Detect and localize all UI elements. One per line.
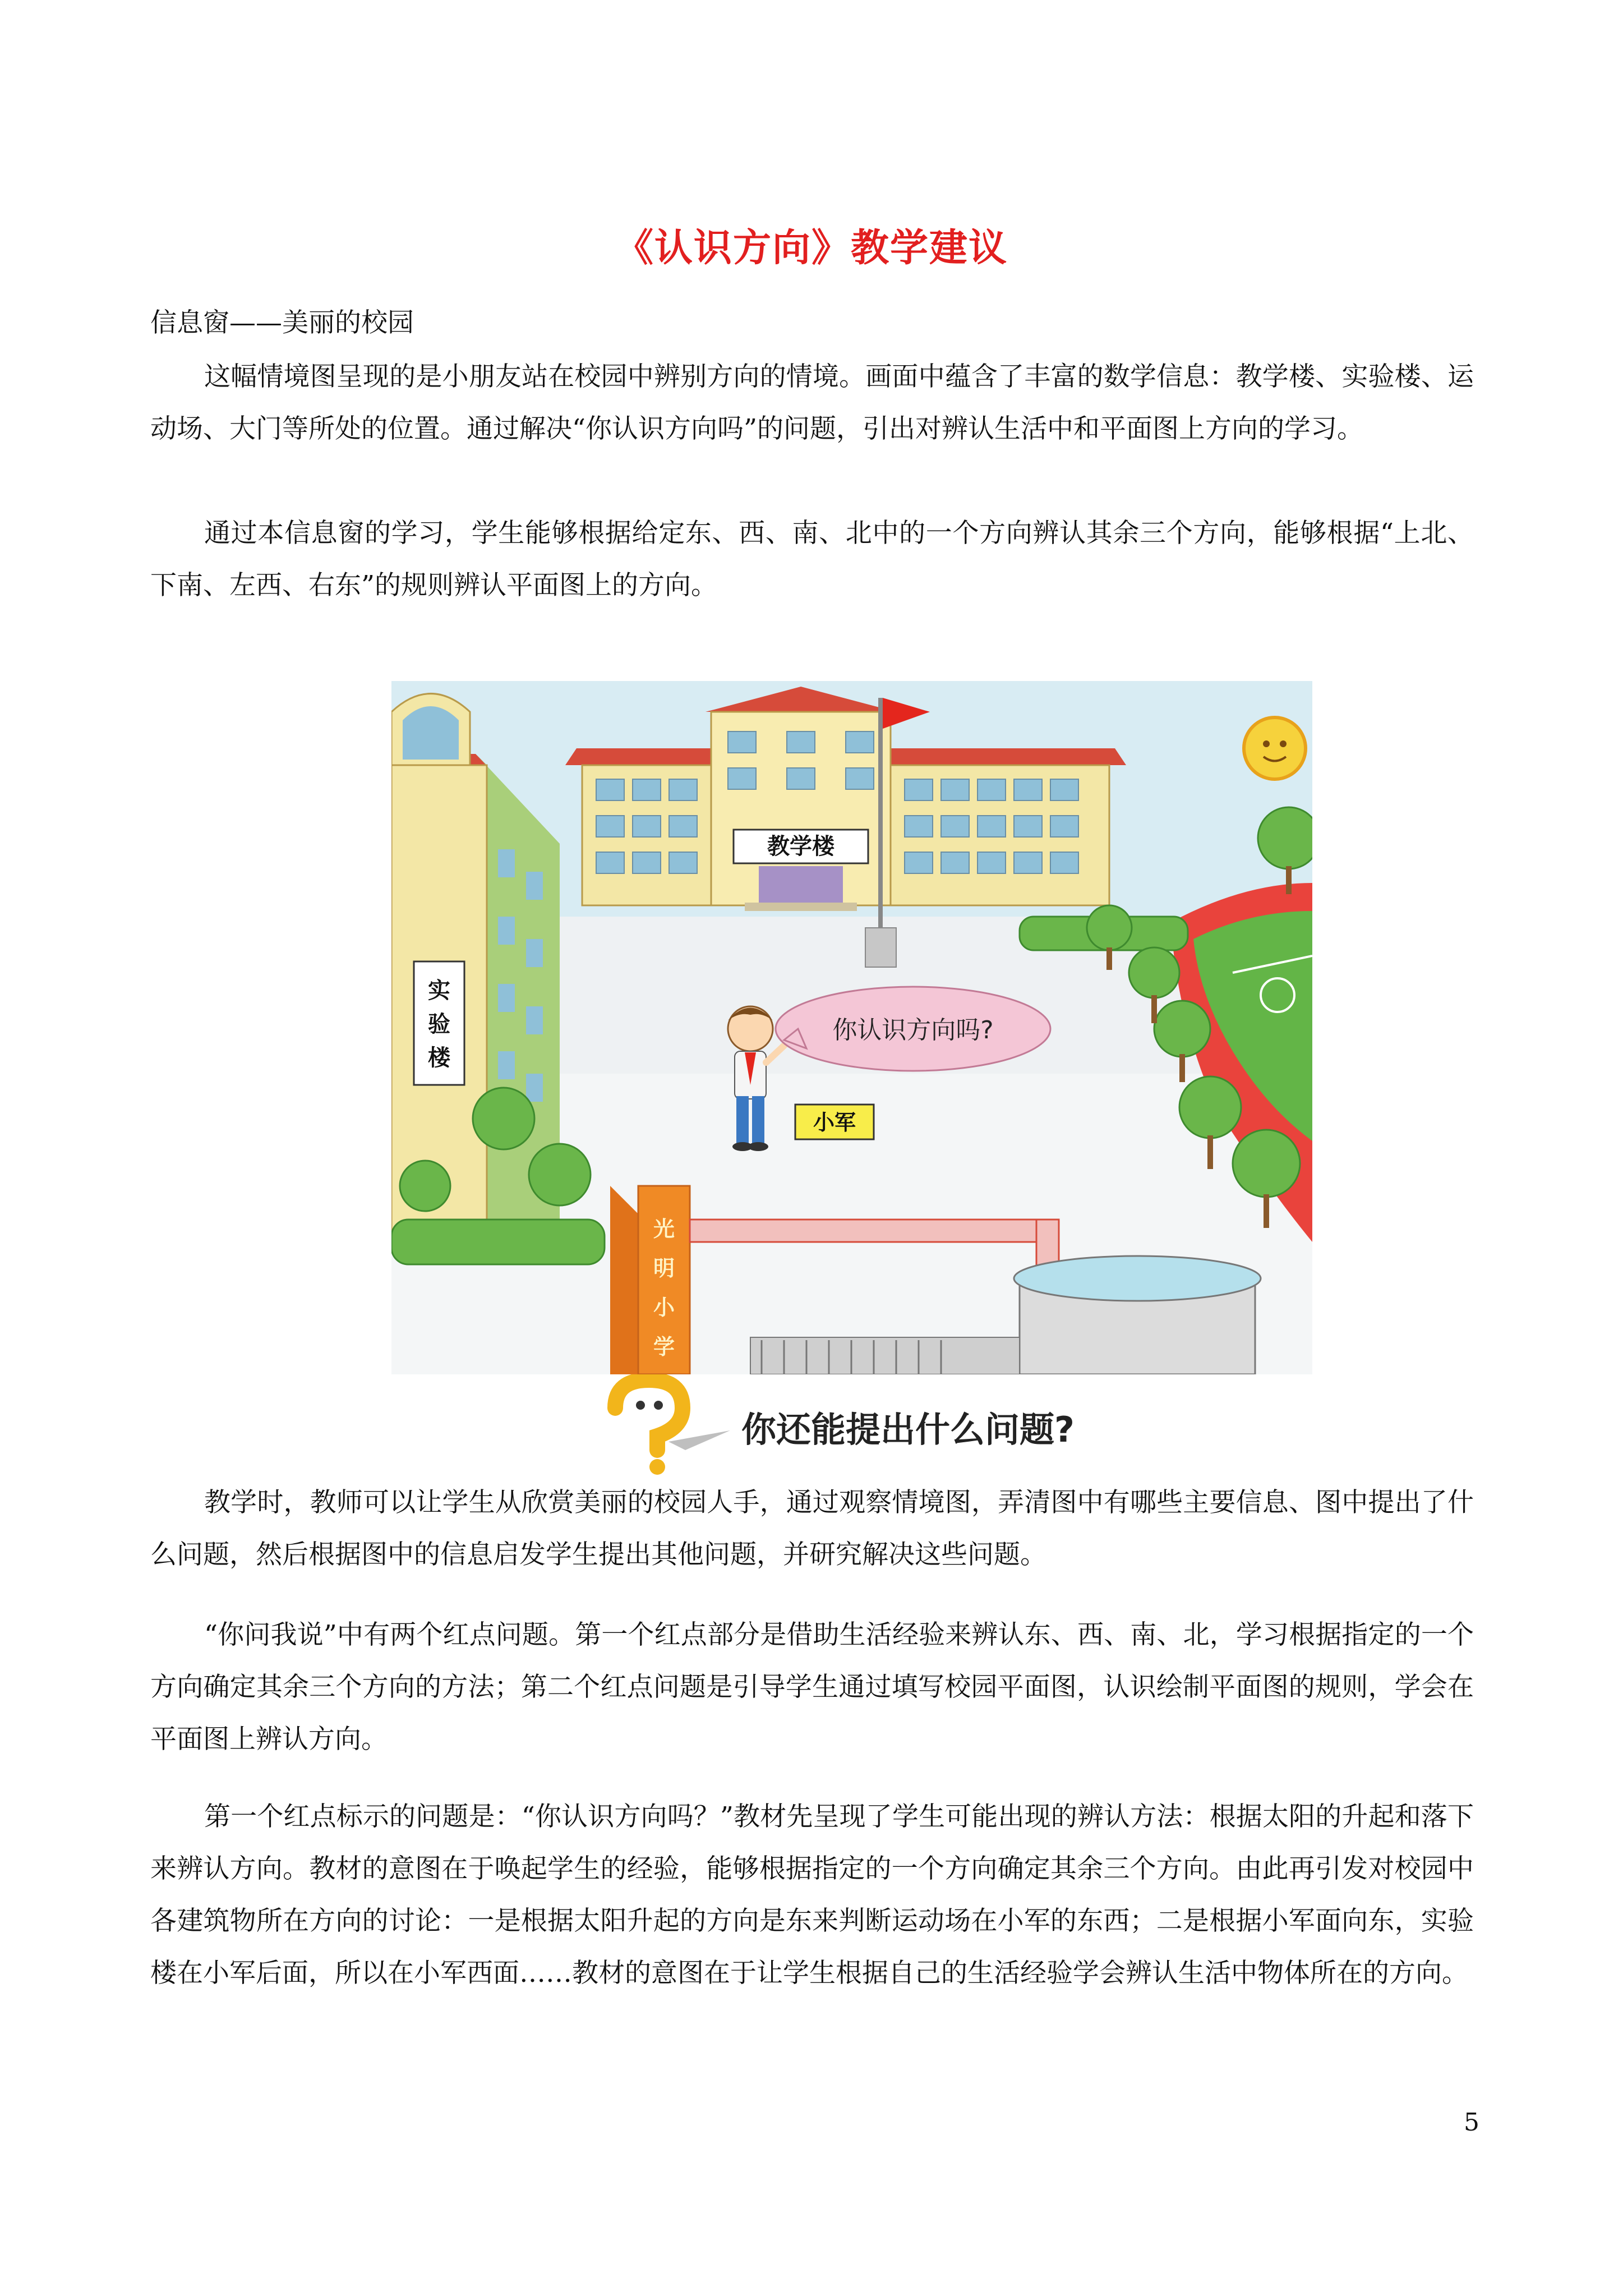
- campus-illustration: [391, 681, 1312, 1374]
- teaching-building-label: 教学楼: [767, 834, 834, 859]
- page-number: 5: [1464, 2108, 1479, 2137]
- svg-text:小: 小: [653, 1295, 675, 1320]
- document-title: 《认识方向》教学建议: [615, 226, 1008, 270]
- svg-text:楼: 楼: [428, 1045, 450, 1071]
- paragraph-1: 这幅情境图呈现的是小朋友站在校园中辨别方向的情境。画面中蕴含了丰富的数学信息：教学楼、实验楼、运动场、大门等所处的位置。通过解决“你认识方向吗”的问题，引出对辨认生活中和平面图上方向的学习。: [150, 361, 1474, 444]
- paragraph-4: “你问我说”中有两个红点问题。第一个红点部分是借助生活经验来辨认东、西、南、北，学习根据指定的一个方向确定其余三个方向的方法；第二个红点问题是引导学生通过填写校园平面图，认识绘制平面图的规则，学会在平面图上辨认方向。: [150, 1619, 1474, 1755]
- paragraph-2: 通过本信息窗的学习，学生能够根据给定东、西、南、北中的一个方向辨认其余三个方向，能够根据“上北、下南、左西、右东”的规则辨认平面图上的方向。: [150, 518, 1474, 601]
- sun-icon: [1244, 717, 1306, 779]
- speech-bubble-text: 你认识方向吗?: [832, 1016, 994, 1045]
- svg-text:验: 验: [428, 1011, 450, 1037]
- question-mark-icon: [615, 1380, 730, 1475]
- followup-question-text: 你还能提出什么问题?: [741, 1409, 1075, 1450]
- svg-text:实: 实: [428, 978, 450, 1004]
- child-name-label: 小军: [813, 1110, 856, 1135]
- svg-text:光: 光: [653, 1217, 675, 1241]
- svg-text:明: 明: [653, 1256, 675, 1281]
- paragraph-3: 教学时，教师可以让学生从欣赏美丽的校园人手，通过观察情境图，弄清图中有哪些主要信息、图中提出了什么问题，然后根据图中的信息启发学生提出其他问题，并研究解决这些问题。: [150, 1487, 1474, 1570]
- paragraph-5: 第一个红点标示的问题是：“你认识方向吗？”教材先呈现了学生可能出现的辨认方法：根据太阳的升起和落下来辨认方向。教材的意图在于唤起学生的经验，能够根据指定的一个方向确定其余三个方向。由此再引发对校园中各建筑物所在方向的讨论：一是根据太阳升起的方向是东来判断运动场在小军的东西；二是根据小军面向东，实验楼在小军后面，所以在小军西面……教材的意图在于让学生根据自己的生活经验学会辨认生活中物体所在的方向。: [150, 1801, 1474, 1989]
- question-banner: [601, 1374, 1134, 1475]
- section-subtitle: 信息窗——美丽的校园: [150, 307, 414, 338]
- svg-text:学: 学: [653, 1335, 675, 1359]
